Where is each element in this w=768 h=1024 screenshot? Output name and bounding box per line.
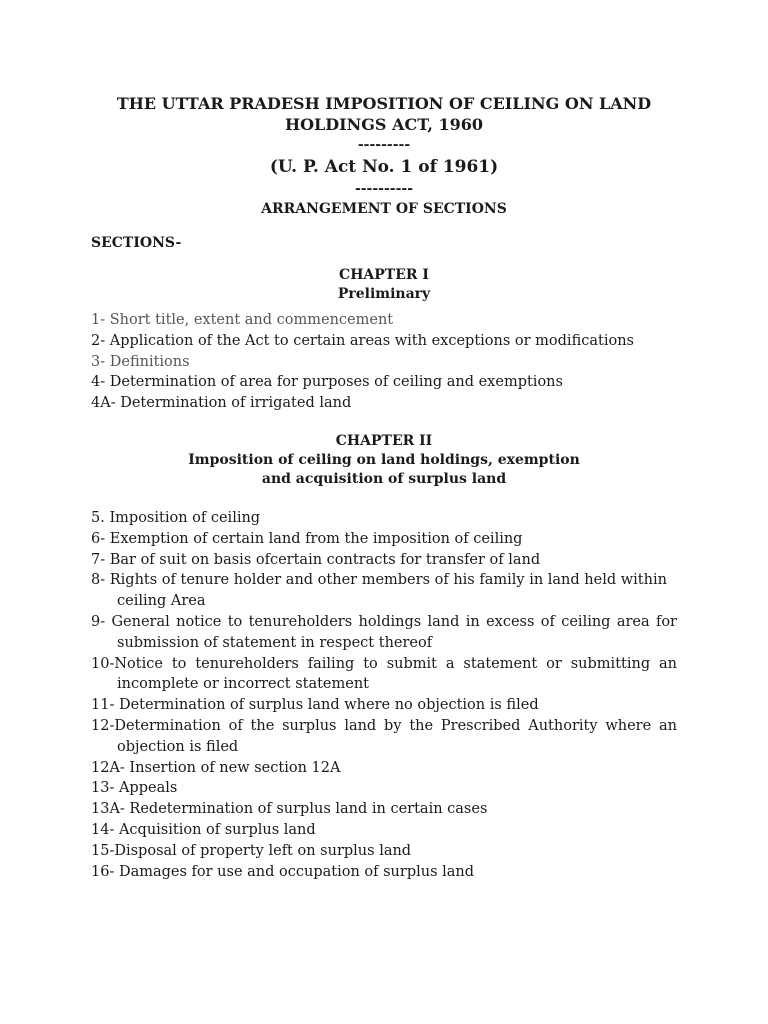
arrangement-heading: ARRANGEMENT OF SECTIONS: [261, 201, 507, 217]
chapter-1-title: Preliminary: [337, 286, 431, 302]
section-item: 6- Exemption of certain land from the imposition of ceiling: [91, 530, 523, 547]
sections-label: SECTIONS-: [91, 235, 182, 251]
section-item: 4- Determination of area for purposes of ceiling and exemptions: [91, 374, 563, 391]
section-item: 9- General notice to tenureholders holdings land in excess of ceiling area for submission of statement in respect thereof: [91, 613, 677, 651]
chapter-1-section-list: [91, 310, 677, 414]
act-title-line-1: THE UTTAR PRADESH IMPOSITION OF CEILING ON LAND: [116, 94, 652, 113]
section-item: 16- Damages for use and occupation of surplus land: [91, 863, 475, 880]
separator-1: ---------: [357, 137, 411, 153]
section-item: 8- Rights of tenure holder and other members of his family in land held within ceiling Area: [91, 572, 667, 610]
section-item: 12A- Insertion of new section 12A: [91, 759, 341, 776]
section-item: 15-Disposal of property left on surplus land: [91, 842, 412, 859]
section-item: 14- Acquisition of surplus land: [91, 821, 316, 838]
chapter-2-number: CHAPTER II: [335, 433, 433, 449]
section-item: 2- Application of the Act to certain areas with exceptions or modifications: [91, 332, 634, 349]
section-item: 5. Imposition of ceiling: [91, 510, 261, 526]
section-item: 11- Determination of surplus land where no objection is filed: [91, 697, 539, 714]
act-title-line-2: HOLDINGS ACT, 1960: [284, 115, 484, 134]
section-item: 12-Determination of the surplus land by the Prescribed Authority where an objection is filed: [91, 717, 677, 755]
section-item: 1- Short title, extent and commencement: [91, 312, 394, 328]
chapter-2-title-line-2: and acquisition of surplus land: [261, 471, 507, 487]
section-item: 13A- Redetermination of surplus land in certain cases: [91, 801, 488, 818]
section-item: 3- Definitions: [91, 353, 190, 370]
chapter-2-heading: [0, 432, 768, 489]
section-item: 10-Notice to tenureholders failing to submit a statement or submitting an incomplete or incorrect statement: [91, 655, 677, 693]
section-item: 13- Appeals: [91, 780, 178, 797]
separator-2: ----------: [354, 181, 414, 197]
chapter-1-heading: [0, 266, 768, 304]
chapter-2-section-list: [91, 508, 677, 882]
act-number: (U. P. Act No. 1 of 1961): [269, 157, 499, 177]
section-item: 4A- Determination of irrigated land: [91, 395, 352, 412]
chapter-2-title-line-1: Imposition of ceiling on land holdings, exemption: [188, 452, 580, 468]
act-title: [0, 93, 768, 135]
section-item: 7- Bar of suit on basis ofcertain contracts for transfer of land: [91, 551, 541, 568]
chapter-1-number: CHAPTER I: [339, 267, 429, 283]
